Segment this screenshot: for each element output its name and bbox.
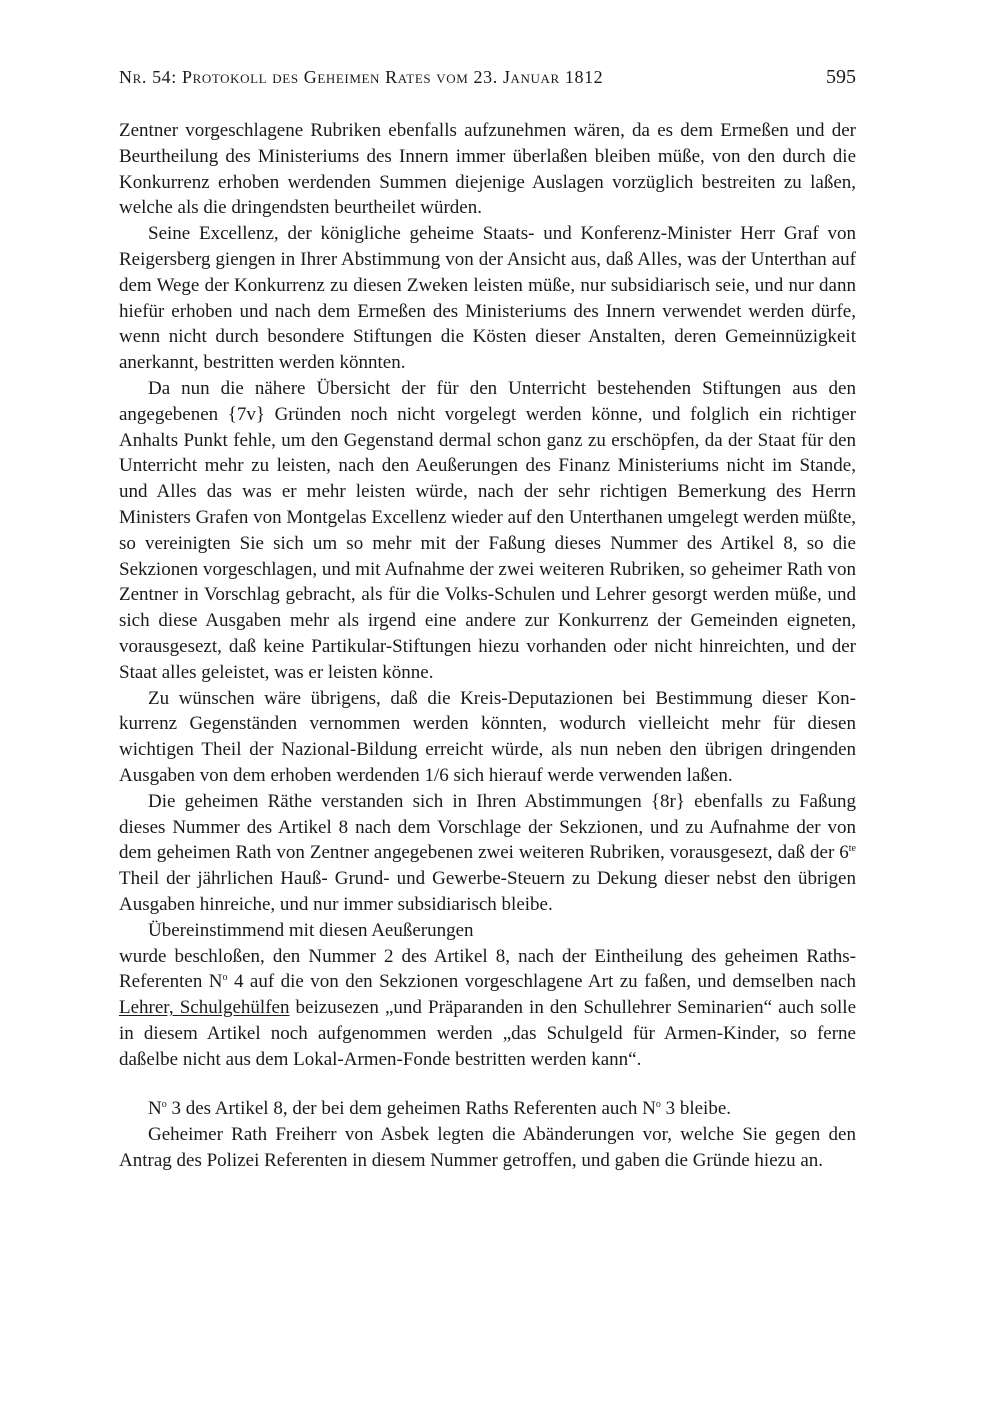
protocol-text	[119, 118, 856, 1174]
text-run: Theil der jährlichen Hauß- Grund- und Gewerbe-Steuern zu Dekung dieser nebst den übrigen Ausgaben hinreiche, und nur immer subsidiarisch bleibe.	[119, 868, 856, 915]
text-run: wurde beschloßen, den Nummer 2 des Artikel 8, nach der Eintheilung des geheimen Raths-Referenten N	[119, 945, 856, 993]
paragraph-reigersberg: Seine Excellenz, der königliche geheime Staats- und Konferenz-Minister Herr Graf von Reigersberg giengen in Ihrer Abstimmung von der Ansicht aus, daß Alles, was der Unterthan auf dem Wege der Konkurrenz zu diesen Zweken leisten müße, nur subsidiarisch seie, und nur dann hiefür erhoben und nach dem Ermeßen des Ministeriums des Innern verwendet werden dürfe, wenn nicht durch besondere Stiftungen die Kösten dieser Anstalten, deren Gemeinnüzigkeit anerkannt, bestritten werden könnten.	[119, 223, 856, 374]
superscript: o	[161, 1099, 167, 1111]
text-run: Die geheimen Räthe verstanden sich in Ihren Abstimmungen {8r} ebenfalls zu Faßung dieses Nummer des Artikel 8 nach dem Vorschlage der Sekzionen, und zu Aufnahme der von dem geheimen Rath von Zentner angegebenen zwei weiteren Rubriken, vorausgesezt, daß der 6	[119, 790, 856, 864]
running-header	[119, 66, 856, 89]
text-run: 4 auf die von den Sekzionen vorgeschlagene Art zu faßen, und demselben nach	[227, 971, 856, 993]
superscript: o	[222, 972, 228, 984]
text-run: 3 des Artikel 8, der bei dem geheimen Raths Referenten auch N	[166, 1098, 656, 1120]
paragraph-geheime-raethe	[119, 789, 856, 918]
superscript: o	[655, 1099, 661, 1111]
underlined-phrase: Lehrer, Schulgehülfen	[119, 997, 290, 1019]
text-run: 3 bleibe.	[660, 1098, 732, 1120]
text-run: N	[148, 1098, 162, 1120]
page-number: 595	[826, 66, 856, 88]
running-title: Nr. 54: Protokoll des Geheimen Rates vom 23. Januar 1812	[119, 67, 604, 87]
paragraph-uebereinstimmend: Übereinstimmend mit diesen Aeußerungen	[148, 919, 474, 941]
paragraph-kreis-deputazionen: Zu wünschen wäre übrigens, daß die Kreis-Deputazionen bei Bestimmung dieser Konkurrenz Gegenständen vernommen werden könnten, wodurch vielleicht mehr für diesen wichtigen Theil der Nazional-Bildung erreicht würde, als nun neben den übrigen dringenden Ausgaben von dem erhoben werdenden 1/6 sich hierauf werde verwenden laßen.	[119, 687, 856, 786]
resolution-block	[119, 944, 856, 1073]
superscript: te	[848, 843, 856, 855]
paragraph-nummer-3	[119, 1096, 856, 1122]
paragraph-stiftungen: Da nun die nähere Übersicht der für den Unterricht bestehenden Stiftungen aus den angegebenen {7v} Gründen noch nicht vorgelegt werden könne, und folglich ein richtiger Anhalts Punkt fehle, um den Gegenstand dermal schon ganz zu erschöpfen, da der Staat für den Unterricht mehr zu leisten, nach den Aeußerungen des Finanz Ministeriums nicht im Stande, und Alles das was er mehr leisten würde, nach der sehr richtigen Bemerkung des Herrn Ministers Grafen von Montgelas Excellenz wieder auf den Unterthanen umgelegt werden müßte, so vereinigten Sie sich um so mehr mit der Faßung dieses Nummer des Artikel 8, so die Sekzionen vorgeschlagen, und mit Aufnahme der zwei weiteren Rubriken, so geheimer Rath von Zentner in Vorschlag gebracht, als für die Volks-Schulen und Lehrer gesorgt werden müße, und sich diese Ausgaben mehr als irgend eine andere zur Konkurrenz der Gemeinden eigneten, vorausgesezt, daß keine Partikular-Stiftungen hiezu vorhanden oder nicht hinreichten, und der Staat alles geleistet, was er leisten könne.	[119, 377, 856, 683]
paragraph-asbek: Geheimer Rath Freiherr von Asbek legten die Abänderungen vor, welche Sie gegen den Antrag des Polizei Referenten in diesem Nummer getroffen, und gaben die Gründe hiezu an.	[119, 1124, 856, 1172]
paragraph-continuation: Zentner vorgeschlagene Rubriken ebenfalls aufzunehmen wären, da es dem Ermeßen und der Beurtheilung des Ministeriums des Innern immer überlaßen bleiben müße, von den durch die Konkurrenz erhoben werdenden Summen diejenige Auslagen vorzüglich bestreiten zu laßen, welche als die dringendsten beurtheilet würden.	[119, 120, 856, 219]
text-run: beizusezen „und Präparanden in den Schullehrer Seminarien“ auch solle in diesem Artikel noch aufgenommen werden „das Schulgeld für Armen-Kinder, so ferne daßelbe nicht aus dem Lokal-Armen-Fonde bestritten werden kann“.	[119, 997, 856, 1070]
